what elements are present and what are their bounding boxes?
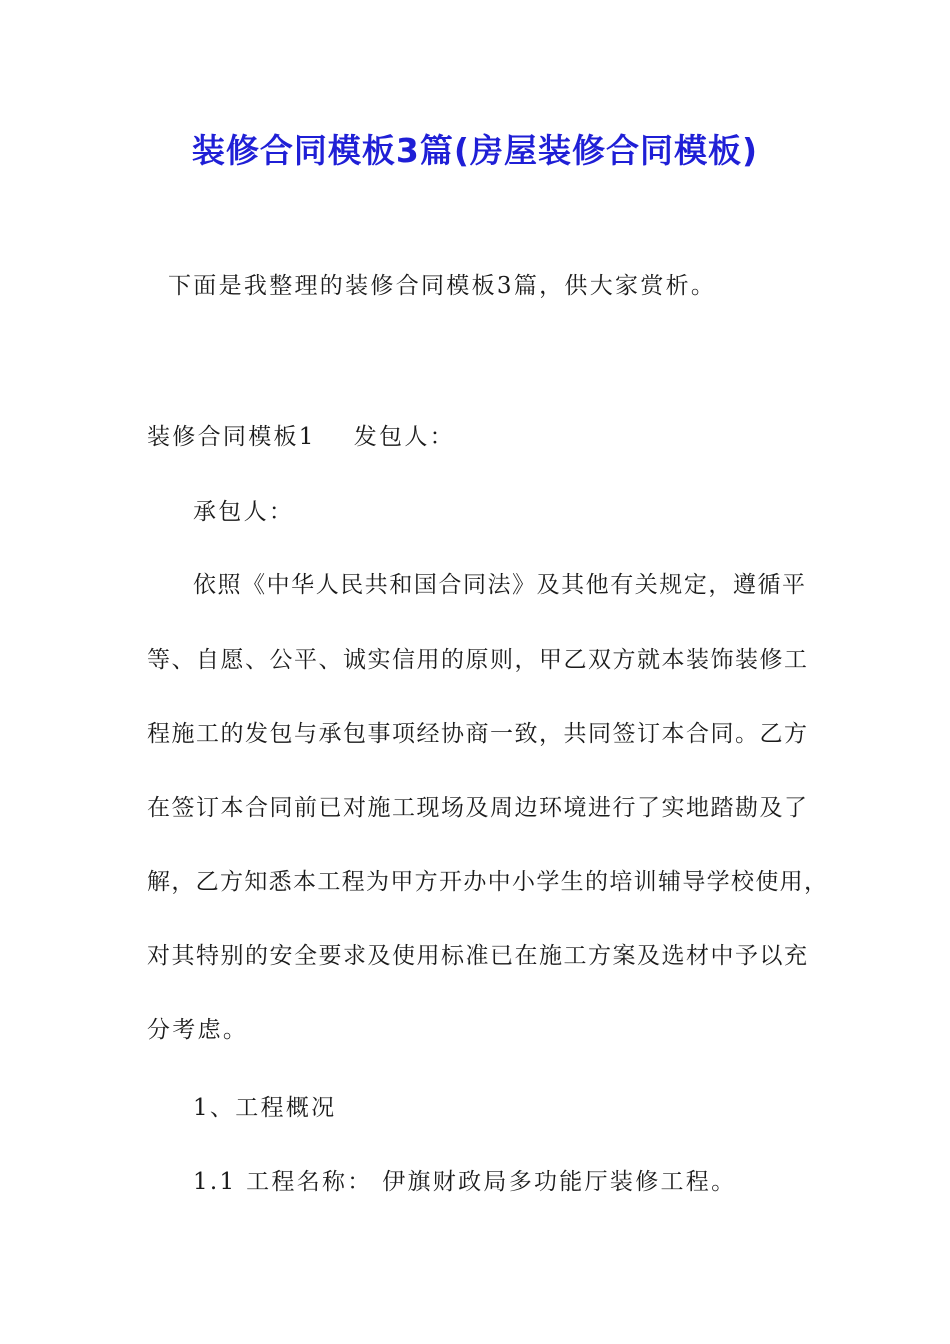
section-heading-line [147, 421, 455, 453]
body-line-1: 依照《中华人民共和国合同法》及其他有关规定，遵循平 [193, 572, 805, 598]
body-line-7: 分考虑。 [147, 1017, 249, 1043]
body-line-3: 程施工的发包与承包事项经协商一致，共同签订本合同。乙方 [147, 721, 807, 747]
body-line-5: 解，乙方知悉本工程为甲方开办中小学生的培训辅导学校使用， [147, 869, 827, 895]
section-item-1: 1、工程概况 [193, 1095, 337, 1121]
body-line-6: 对其特别的安全要求及使用标准已在施工方案及选材中予以充 [147, 943, 807, 969]
intro-paragraph: 下面是我整理的装修合同模板3篇，供大家赏析。 [168, 273, 717, 299]
document-title: 装修合同模板3篇(房屋装修合同模板) [191, 131, 759, 170]
section-item-1-1: 1.1 工程名称： 伊旗财政局多功能厅装修工程。 [193, 1169, 737, 1195]
party-b-label: 承包人： [193, 499, 295, 525]
body-line-4: 在签订本合同前已对施工现场及周边环境进行了实地踏勘及了 [147, 795, 807, 821]
party-a-label: 发包人： [353, 424, 455, 450]
section-heading: 装修合同模板1 [147, 424, 316, 450]
body-line-2: 等、自愿、公平、诚实信用的原则，甲乙双方就本装饰装修工 [147, 647, 807, 673]
